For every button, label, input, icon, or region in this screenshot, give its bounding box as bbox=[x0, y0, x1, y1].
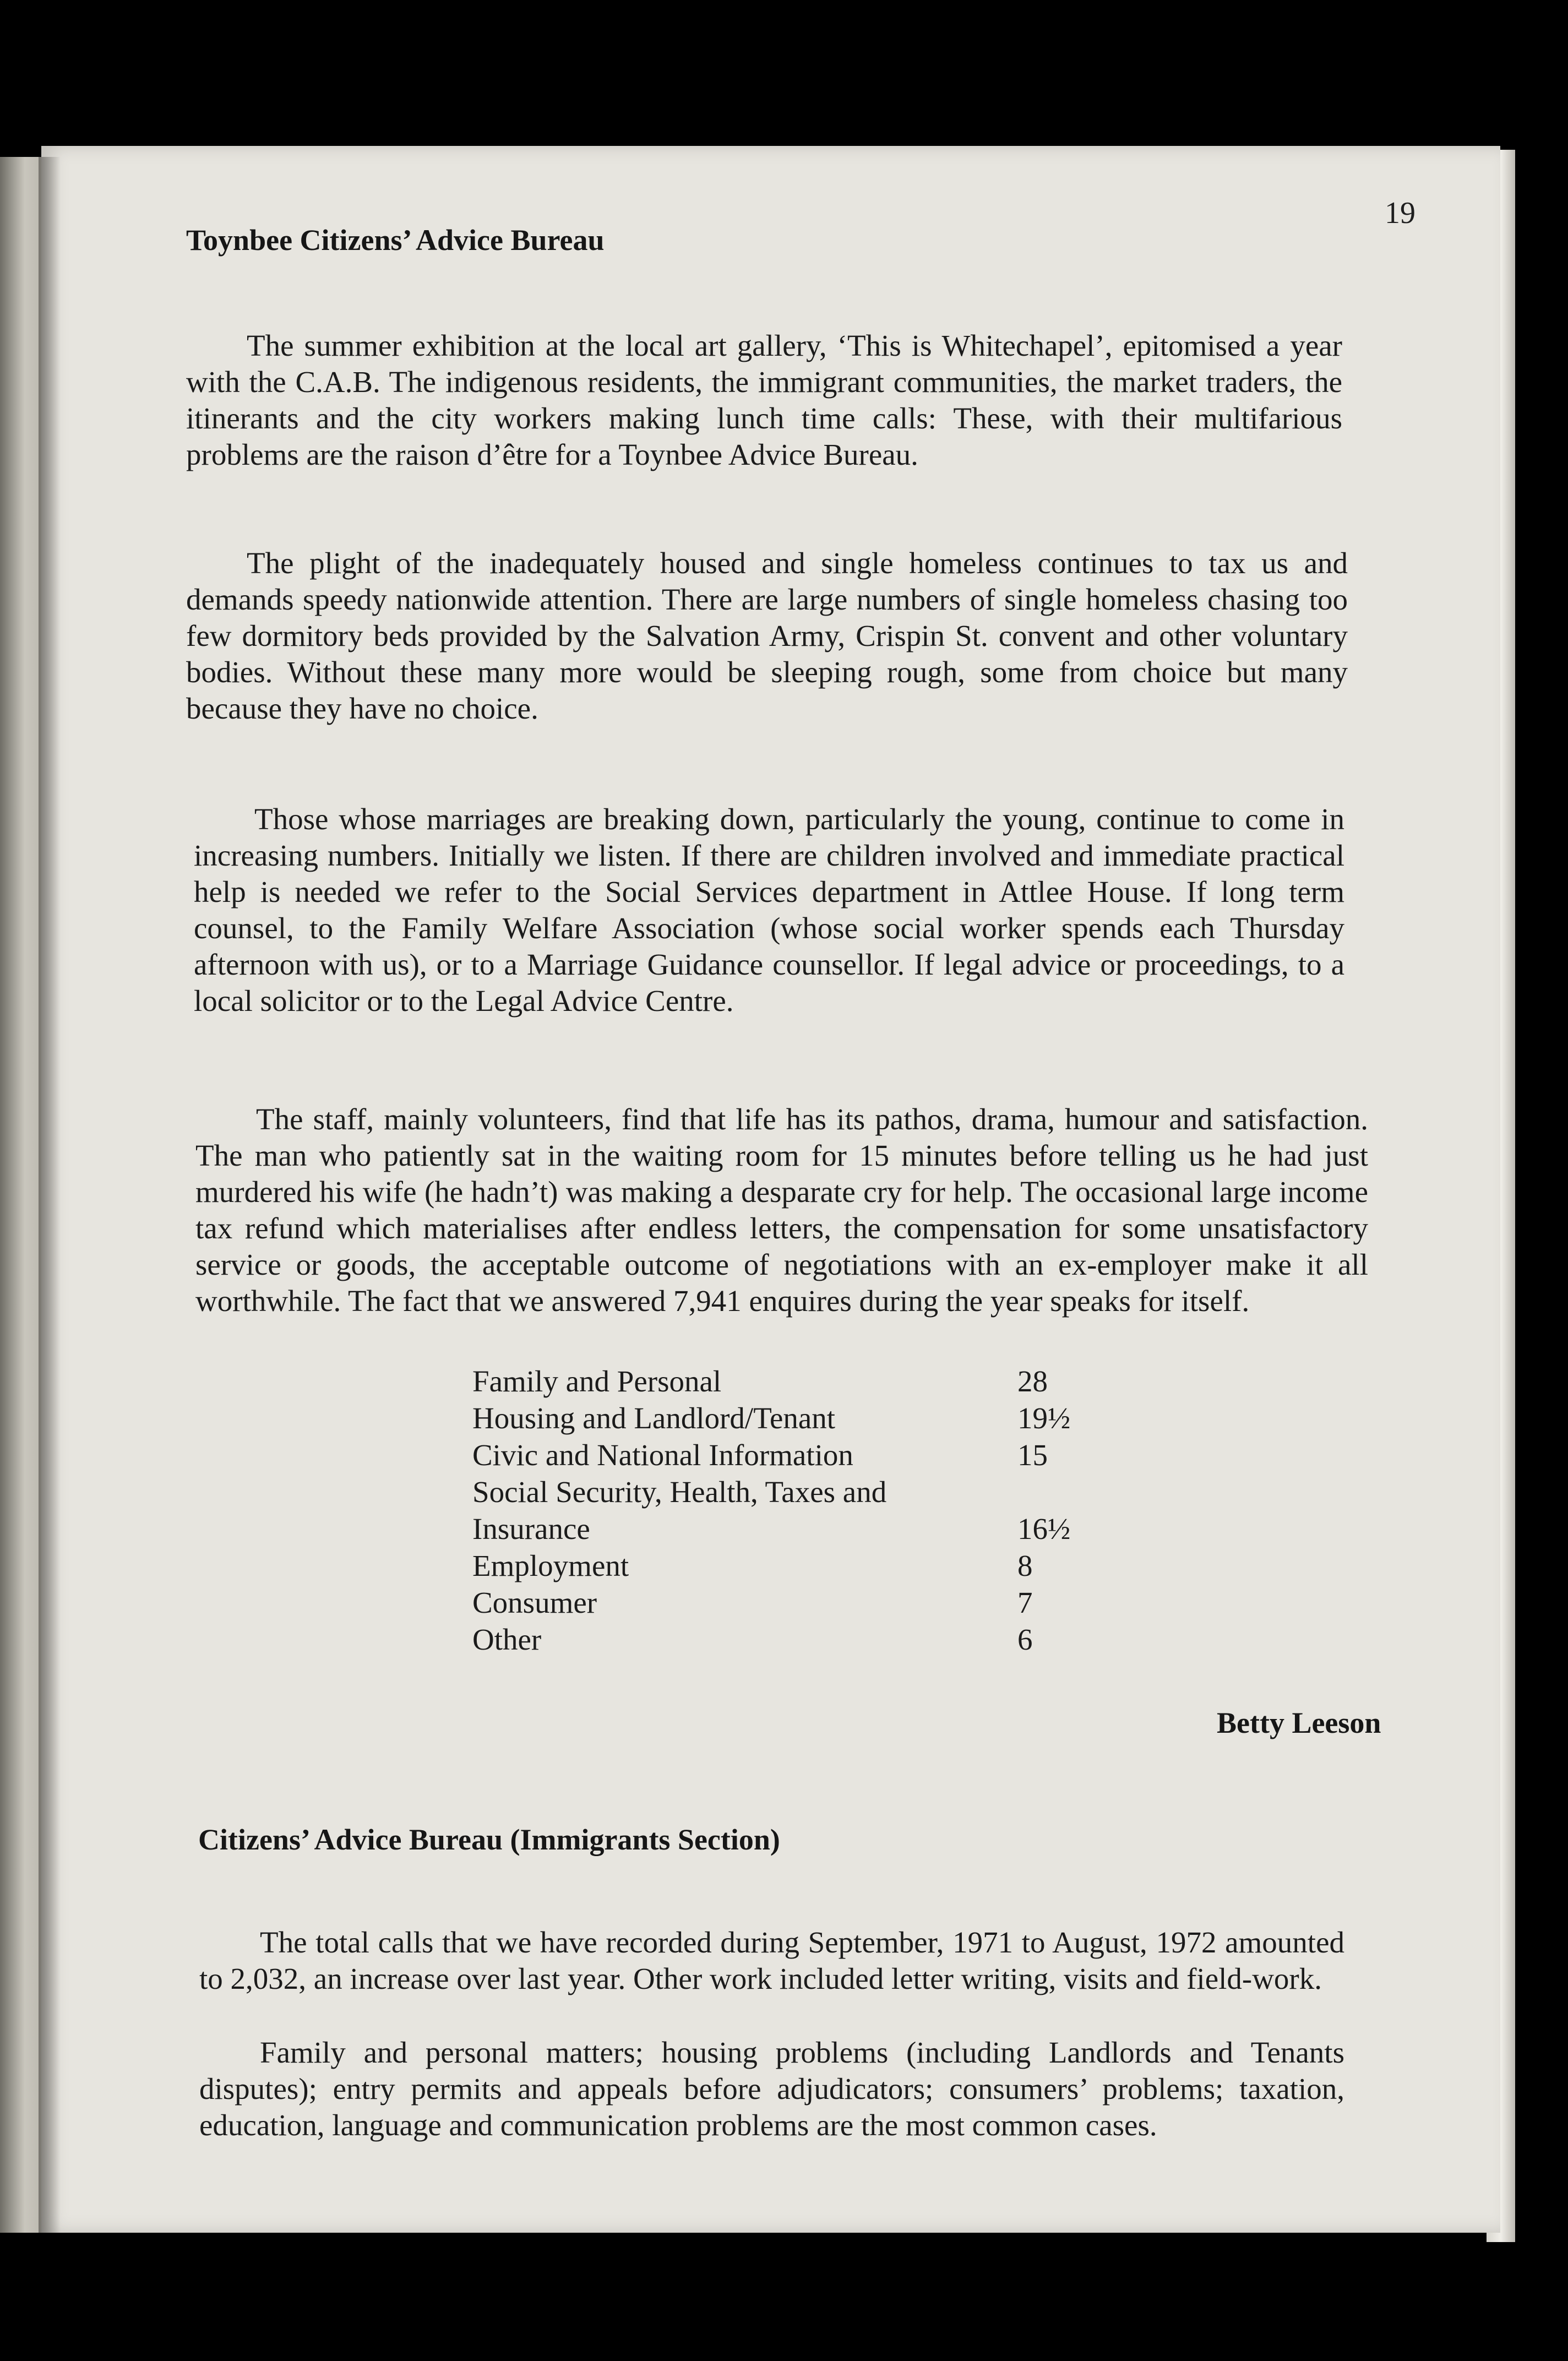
stat-label: Civic and National Information bbox=[472, 1438, 853, 1472]
stat-value: 15 bbox=[1017, 1438, 1048, 1472]
previous-page-edge bbox=[0, 157, 41, 2233]
paragraph-summer-exhibition: The summer exhibition at the local art gallery, ‘This is Whitechapel’, epitomised a year with the C.A.B. The indigenous residents, the immigrant communities, the market traders, the itinerants and the city workers making lunch time calls: These, with their multifarious problems are the raison d’être for a Toynbee Advice Bureau. bbox=[186, 329, 1342, 471]
stat-row bbox=[472, 1363, 1089, 1400]
paragraph-staff: The staff, mainly volunteers, find that life has its pathos, drama, humour and satisfaction. The man who patiently sat in the waiting room for 15 minutes before telling us he had just murdered his wife (he hadn’t) was making a desparate cry for help. The occasional large income tax refund which materialises after endless letters, the compensation for some unsatisfactory service or goods, the acceptable outcome of negotiations with an ex-employer make it all worthwhile. The fact that we answered 7,941 enquires during the year speaks for itself. bbox=[195, 1102, 1368, 1318]
stat-value: 6 bbox=[1017, 1623, 1033, 1656]
paragraph-marriages: Those whose marriages are breaking down, particularly the young, continue to come in increasing numbers. Initially we listen. If there are children involved and immediate practical help is needed we refer to the Social Services department in Attlee House. If long term counsel, to the Family Welfare Association (whose social worker spends each Thursday afternoon with us), or to a Marriage Guidance counsellor. If legal advice or proceedings, to a local solicitor or to the Legal Advice Centre. bbox=[194, 802, 1344, 1018]
author-signature: Betty Leeson bbox=[1217, 1706, 1381, 1739]
stat-value: 16½ bbox=[1017, 1512, 1071, 1546]
stat-row bbox=[472, 1437, 1089, 1473]
page-number: 19 bbox=[1385, 196, 1415, 230]
enquiry-statistics-table bbox=[472, 1363, 1089, 1658]
paragraph-common-cases: Family and personal matters; housing problems (including Landlords and Tenants disputes); entry permits and appeals before adjudicators; consumers’ problems; taxation, education, language and communication problems are the most common cases. bbox=[199, 2036, 1344, 2142]
stat-row bbox=[472, 1473, 1089, 1547]
paragraph-homeless: The plight of the inadequately housed and single homeless continues to tax us and demands speedy nationwide attention. There are large numbers of single homeless chasing too few dormitory beds provided by the Salvation Army, Crispin St. convent and other voluntary bodies. Without these many more would be sleeping rough, some from choice but many because they have no choice. bbox=[186, 546, 1348, 725]
section-heading-immigrants-section: Citizens’ Advice Bureau (Immigrants Section) bbox=[198, 1823, 780, 1856]
stat-label: Social Security, Health, Taxes and Insurance bbox=[472, 1475, 887, 1546]
stat-value: 8 bbox=[1017, 1549, 1033, 1582]
paragraph-total-calls: The total calls that we have recorded during September, 1971 to August, 1972 amounted to 2,032, an increase over last year. Other work included letter writing, visits and field-work. bbox=[199, 1925, 1344, 1995]
section-heading-toynbee-cab: Toynbee Citizens’ Advice Bureau bbox=[186, 224, 605, 257]
stat-label: Employment bbox=[472, 1549, 629, 1582]
stat-label: Other bbox=[472, 1623, 542, 1656]
stat-value: 7 bbox=[1017, 1586, 1033, 1619]
gutter-shadow bbox=[39, 157, 61, 2233]
stat-label: Family and Personal bbox=[472, 1364, 722, 1398]
stat-row bbox=[472, 1400, 1089, 1437]
stat-label: Consumer bbox=[472, 1586, 597, 1619]
stat-label: Housing and Landlord/Tenant bbox=[472, 1401, 836, 1435]
stat-row bbox=[472, 1584, 1089, 1621]
stat-row bbox=[472, 1621, 1089, 1658]
stat-value: 28 bbox=[1017, 1364, 1048, 1398]
stat-value: 19½ bbox=[1017, 1401, 1071, 1435]
stat-row bbox=[472, 1547, 1089, 1584]
